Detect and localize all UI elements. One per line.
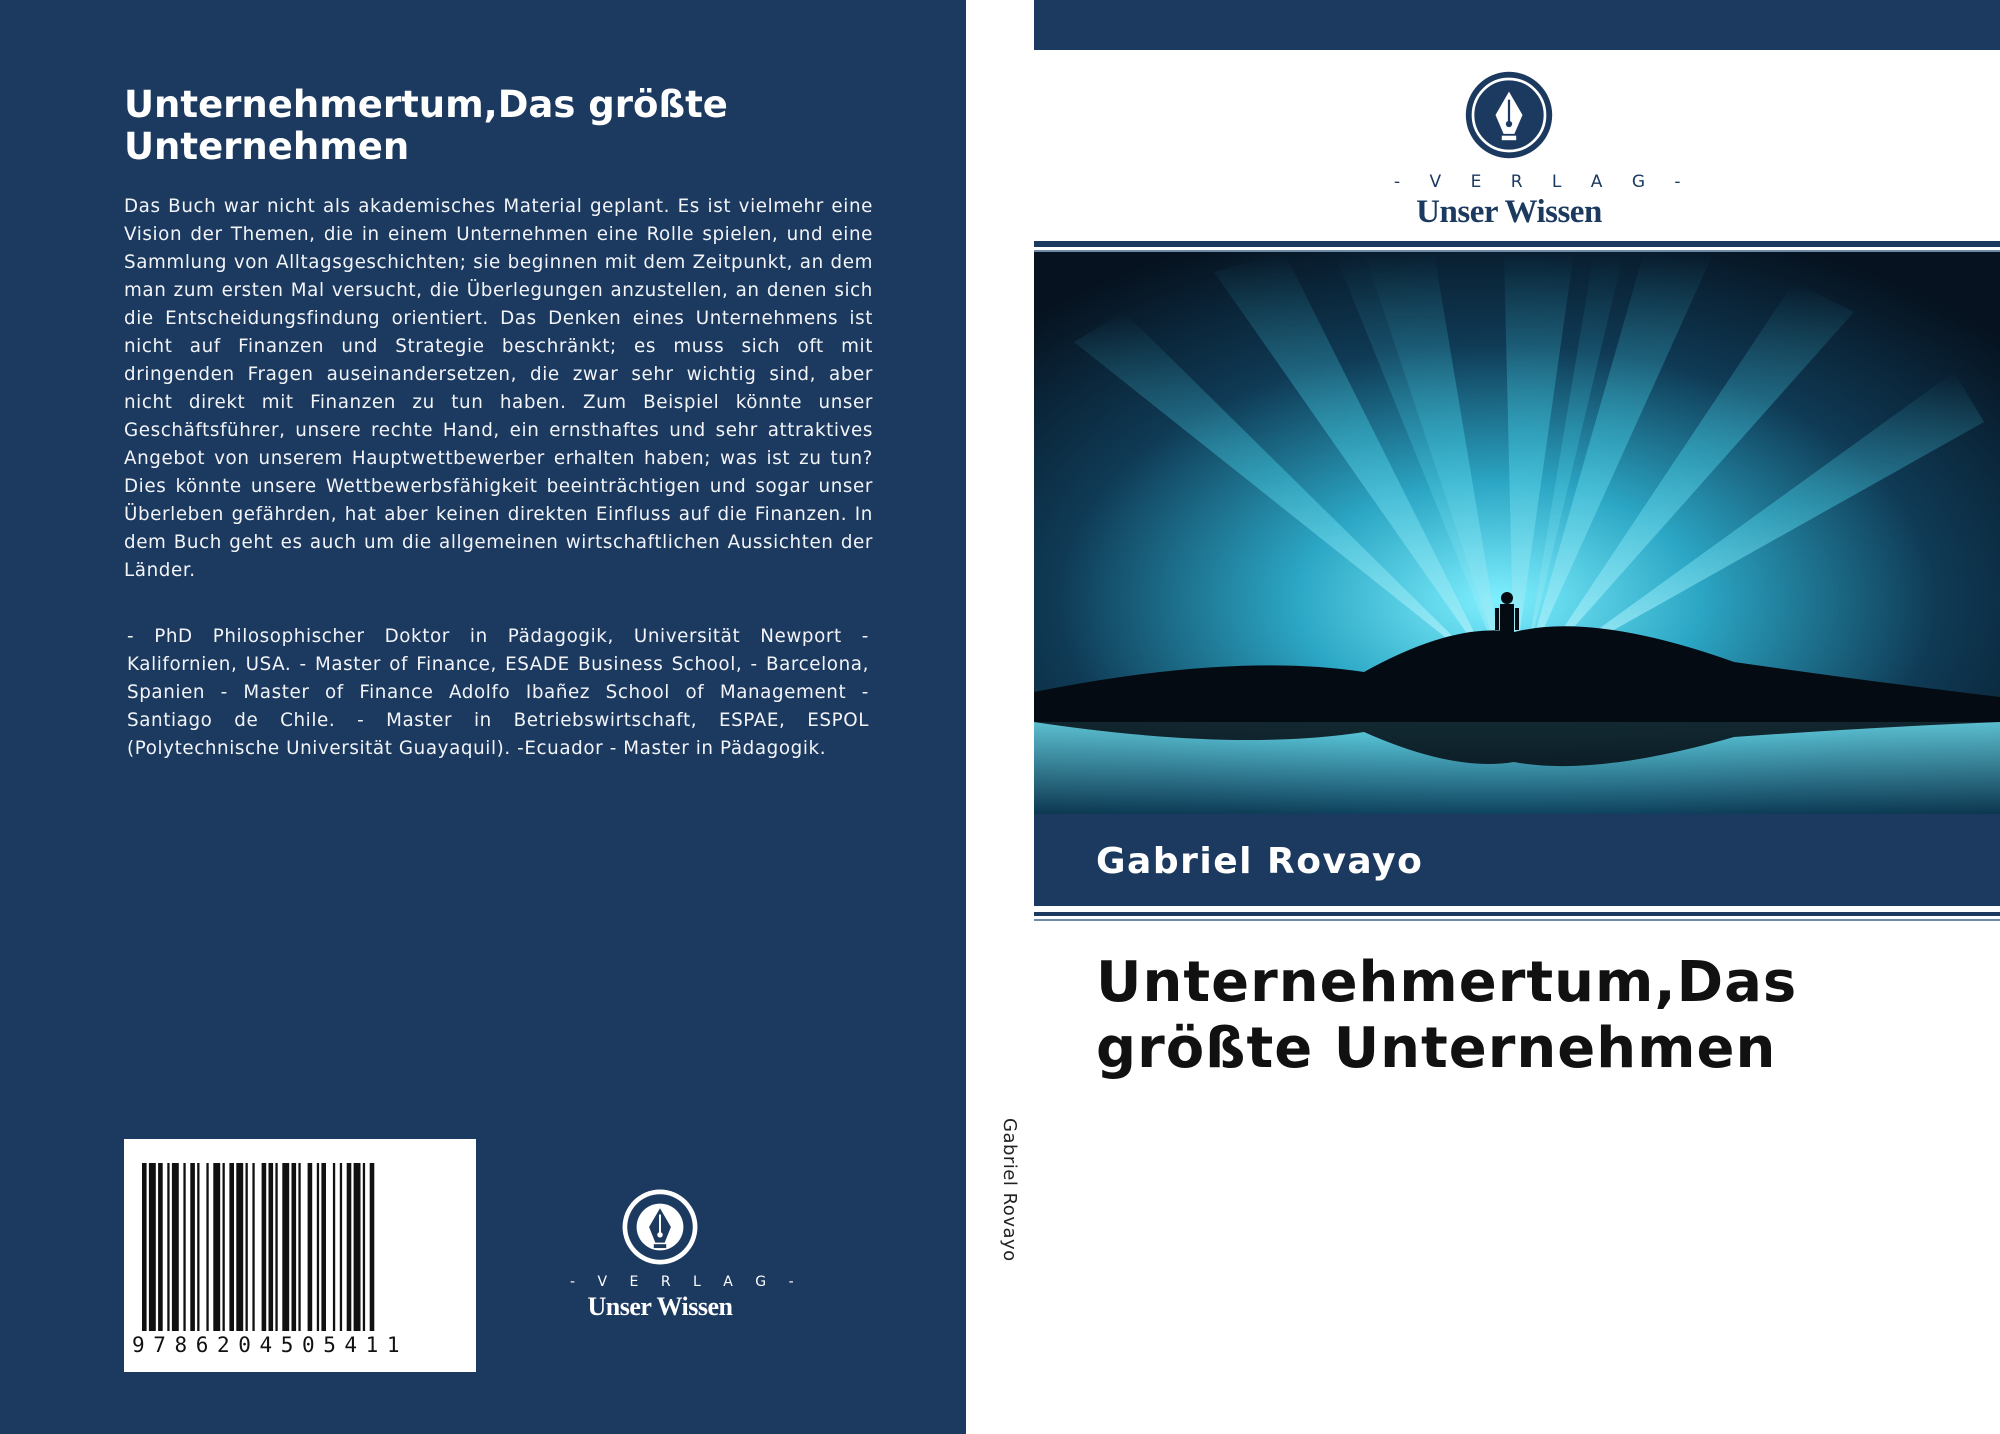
book-description: Das Buch war nicht als akademisches Material geplant. Es ist vielmehr eine Vision der Themen, die in einem Unternehmen eine Rolle spielen, und eine Sammlung von Alltagsgeschichten; sie beginnen mit dem Zeitpunkt, an dem man zum ersten Mal versucht, die Überlegungen anzustellen, an denen sich die Entscheidungsfindung orientiert. Das Denken eines Unternehmens ist nicht auf Finanzen und Strategie beschränkt; es muss sich oft mit dringenden Fragen auseinandersetzen, die zwar sehr wichtig sind, aber nicht direkt mit Finanzen zu tun haben. Zum Beispiel könnte unser Geschäftsführer, unsere rechte Hand, ein ernsthaftes und sehr attraktives Angebot von unserem Hauptwettbewerber erhalten haben; was ist zu tun? Dies könnte unsere Wettbewerbsfähigkeit beeinträchtigen und sogar unser Überleben gefährden, hat aber keinen direkten Einfluss auf die Finanzen. In dem Buch geht es auch um die allgemeinen wirtschaftlichen Aussichten der Länder.: [124, 196, 873, 581]
barcode: [142, 1163, 458, 1331]
author-bio: - PhD Philosophischer Doktor in Pädagogik, Universität Newport - Kalifornien, USA. - Master of Finance, ESADE Business School, - Barcelona, Spanien - Master of Finance Adolfo Ibañez School of Management - Santiago de Chile. - Master in Betriebswirtschaft, ESPAE, ESPOL (Polytechnische Universität Guayaquil). -Ecuador - Master in Pädagogik.: [127, 626, 869, 759]
fountain-pen-nib-icon: [1464, 70, 1554, 160]
front-author: Gabriel Rovayo: [1096, 841, 1424, 882]
isbn-digits: 9786204505411: [132, 1333, 409, 1357]
publisher-name: Unser Wissen: [1416, 194, 1602, 230]
back-cover-title: Unternehmertum,Das größte Unternehmen: [124, 83, 728, 168]
isbn-barcode: [124, 1139, 476, 1372]
top-band: [1034, 0, 2000, 50]
author-band: [1034, 814, 2000, 906]
publisher-name: Unser Wissen: [587, 1292, 733, 1321]
front-cover: [1034, 0, 2000, 1434]
front-publisher-logo: [1394, 70, 1693, 231]
divider-bottom: [1034, 912, 2000, 916]
back-cover: [0, 0, 966, 1434]
divider-top: [1034, 241, 2000, 247]
back-publisher-logo: [570, 1188, 803, 1322]
aurora-cover-image: [1034, 252, 2000, 814]
publisher-verlag-label: - V E R L A G -: [570, 1274, 803, 1290]
publisher-verlag-label: - V E R L A G -: [1394, 172, 1693, 192]
divider-bottom-thin: [1034, 919, 2000, 921]
spine-author: Gabriel Rovayo: [999, 1118, 1020, 1262]
front-cover-title: Unternehmertum,Das größte Unternehmen: [1096, 950, 1798, 1081]
fountain-pen-nib-icon: [621, 1188, 699, 1266]
